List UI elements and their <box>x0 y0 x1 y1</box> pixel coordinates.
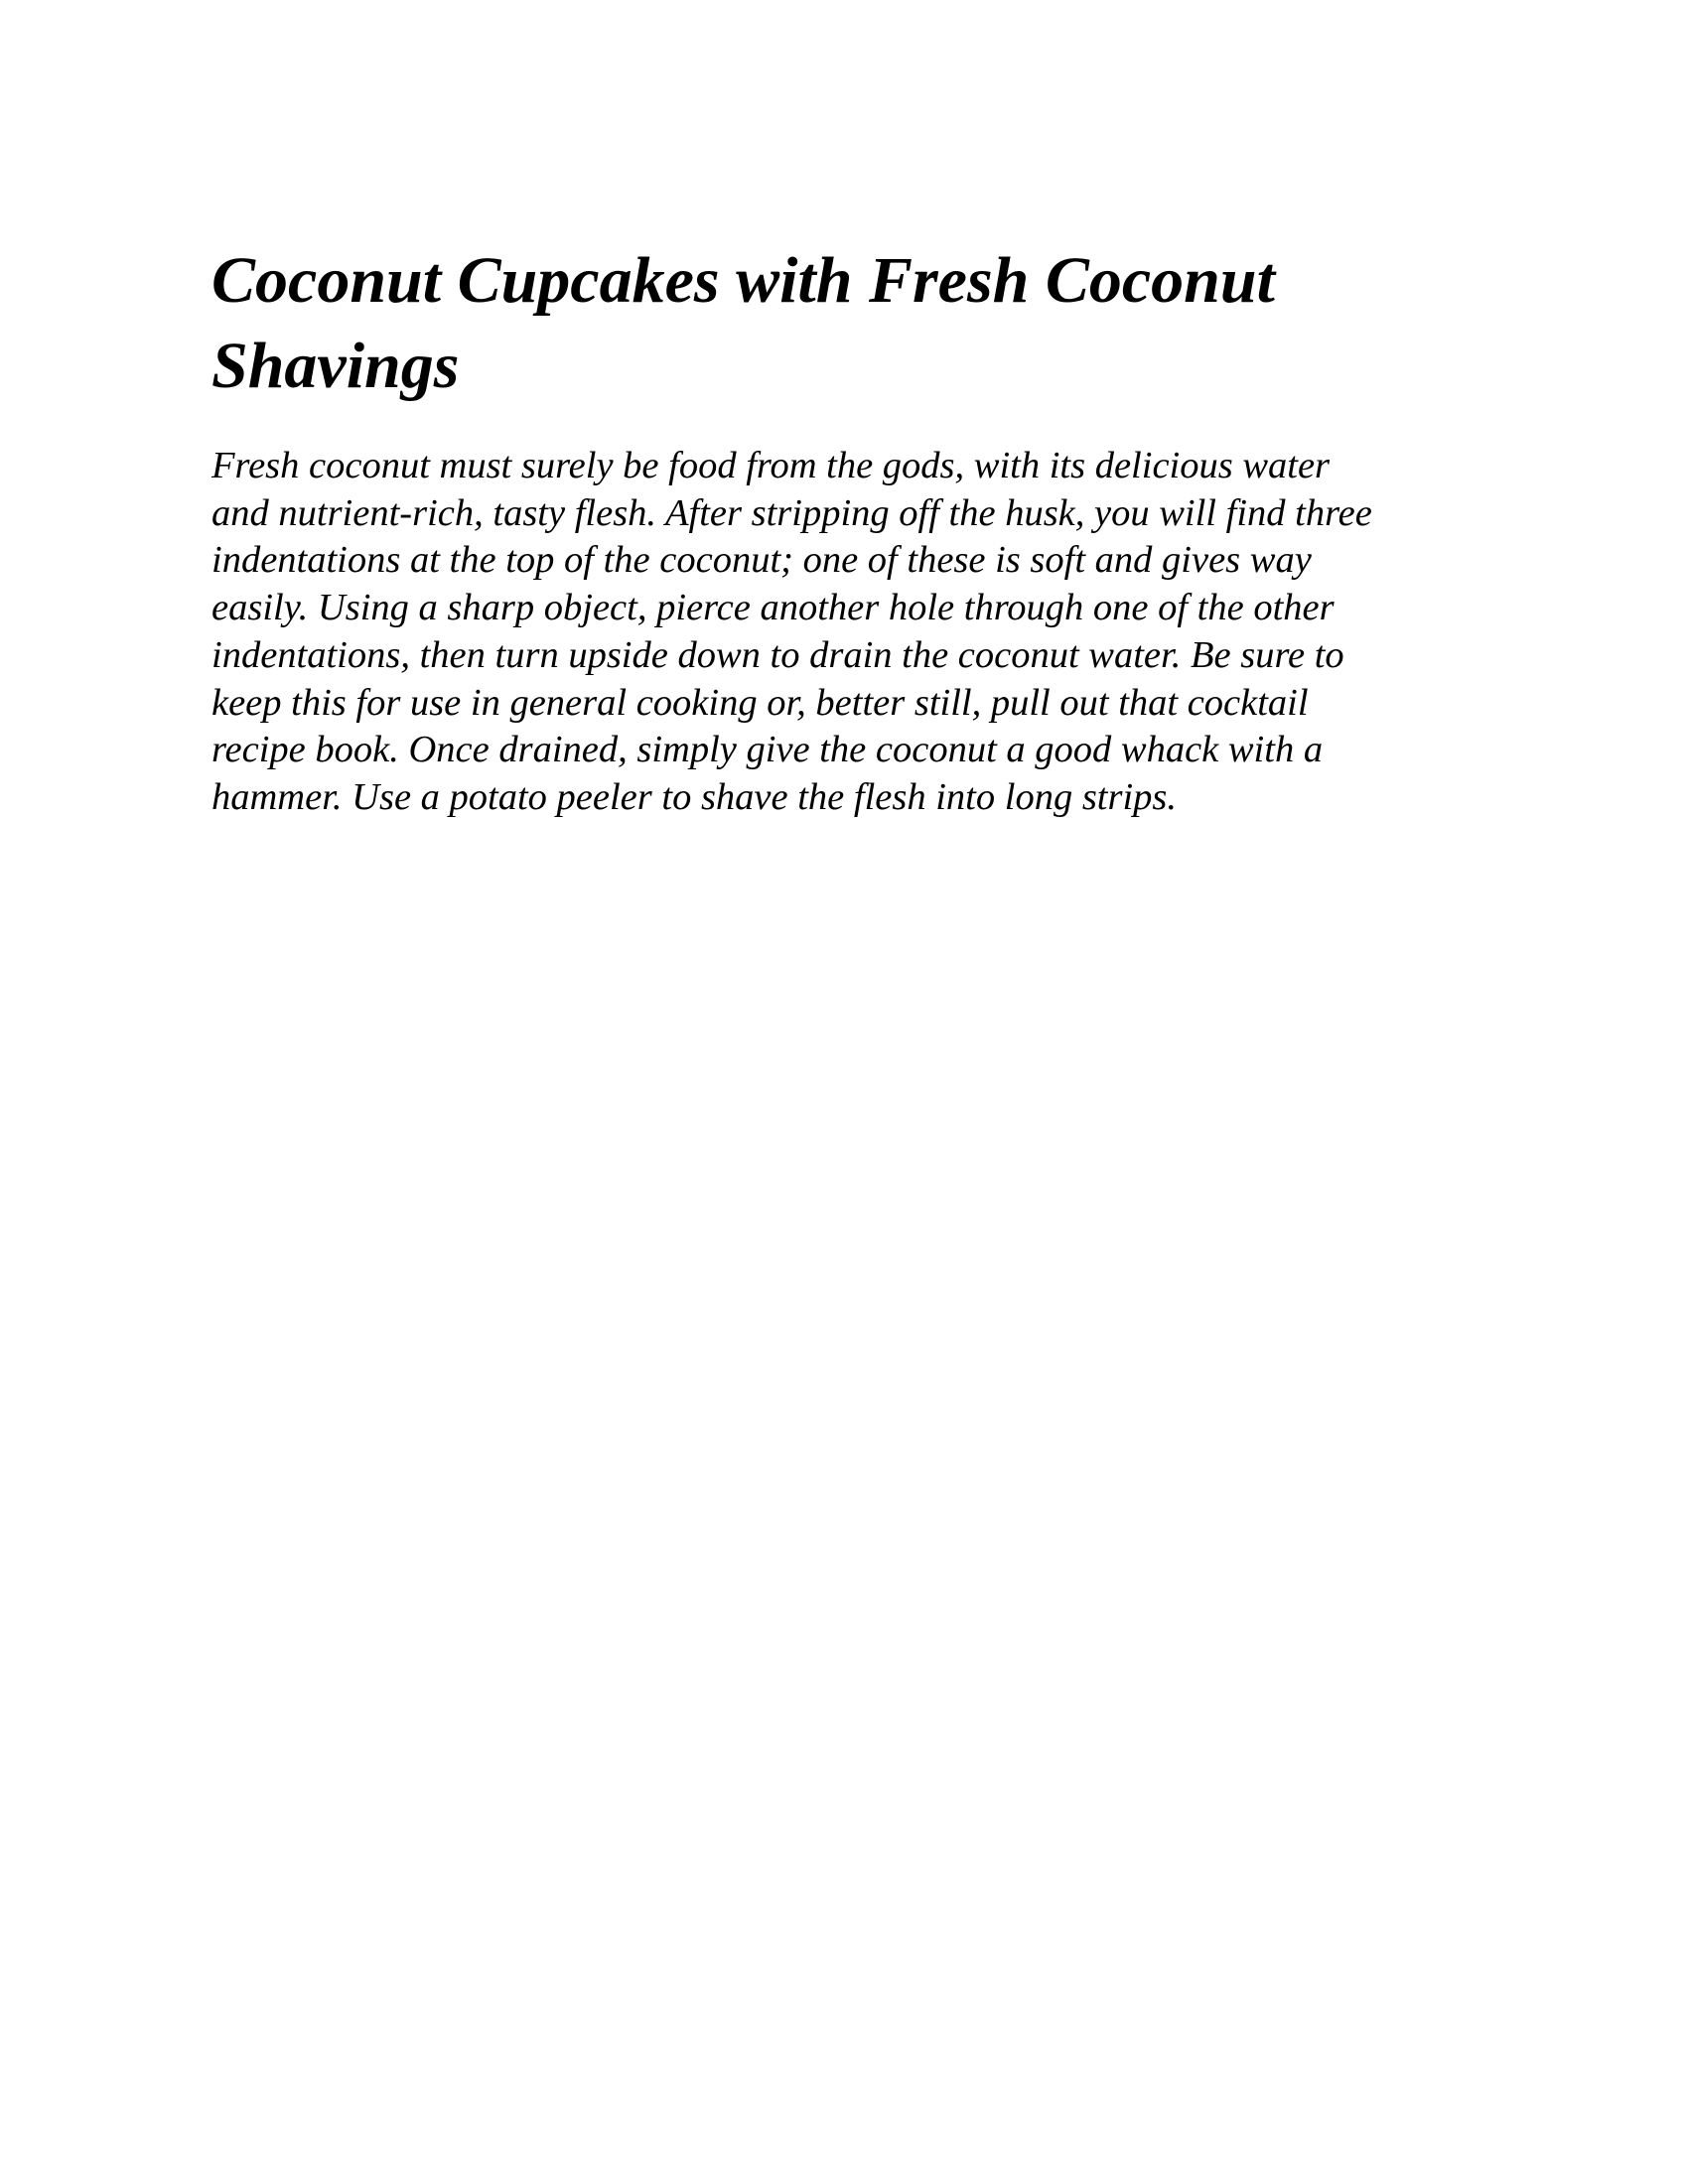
recipe-section <box>211 238 1502 822</box>
paragraph-line: easily. Using a sharp object, pierce another hole through one of the other <box>211 587 1335 629</box>
paragraph-line: indentations, then turn upside down to drain the coconut water. Be sure to <box>211 633 1344 676</box>
paragraph-line: and nutrient-rich, tasty flesh. After stripping off the husk, you will find three <box>211 491 1372 534</box>
paragraph-line: recipe book. Once drained, simply give the coconut a good whack with a <box>211 729 1324 771</box>
paragraph-line: hammer. Use a potato peeler to shave the flesh into long strips. <box>211 775 1178 818</box>
recipe-title <box>211 238 1502 409</box>
title-line: Coconut Cupcakes with Fresh Coconut <box>211 244 1275 317</box>
paragraph-line: indentations at the top of the coconut; one of these is soft and gives way <box>211 539 1312 582</box>
paragraph-line: Fresh coconut must surely be food from the gods, with its delicious water <box>211 445 1331 486</box>
title-line: Shavings <box>211 330 460 402</box>
intro-paragraph <box>211 443 1502 822</box>
paragraph-line: keep this for use in general cooking or, better still, pull out that cocktail <box>211 681 1309 724</box>
